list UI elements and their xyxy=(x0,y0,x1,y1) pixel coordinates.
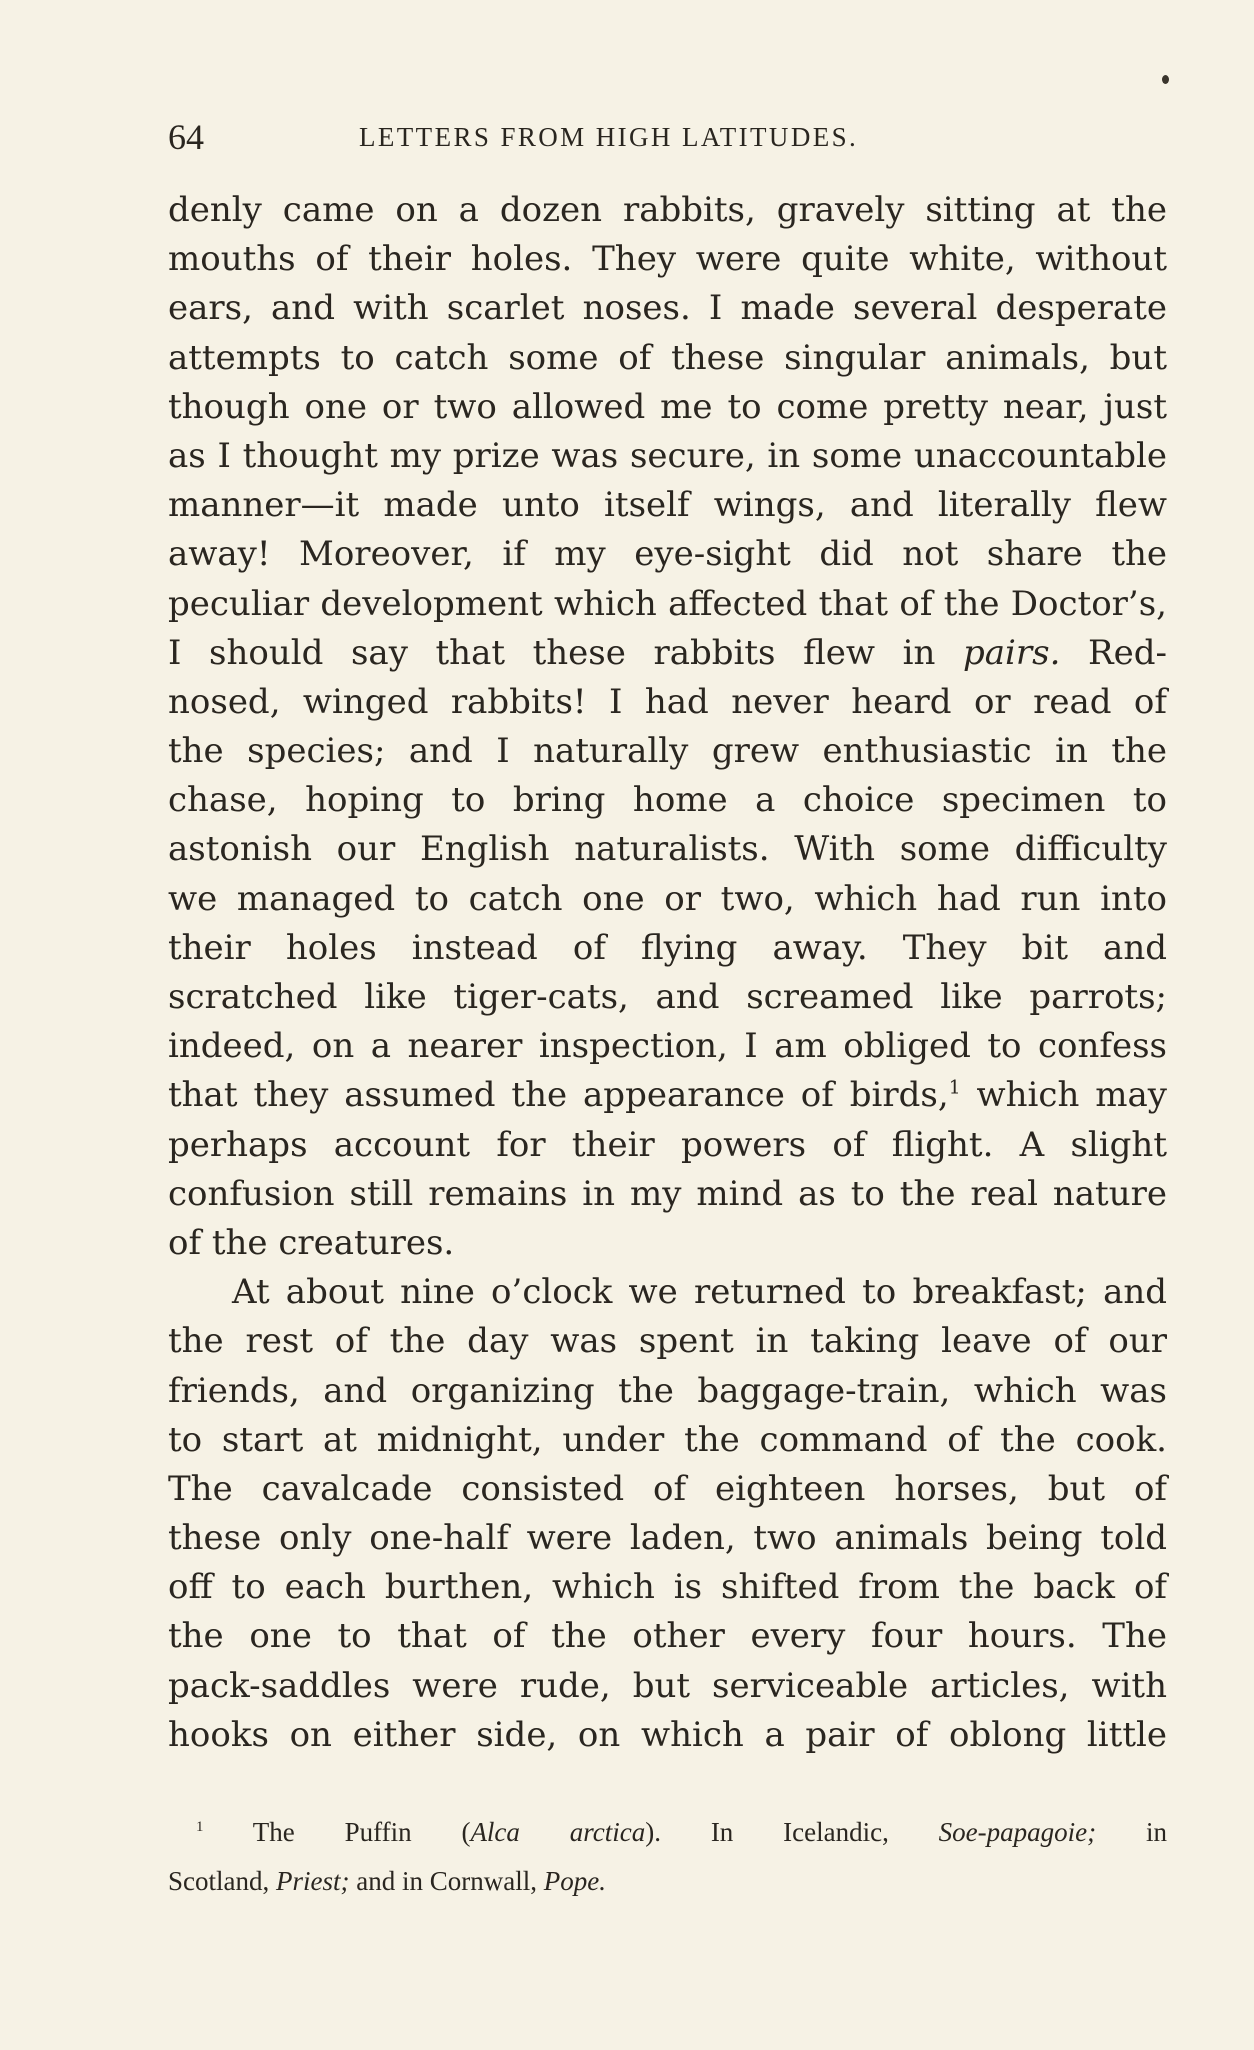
species-name: Alca arctica xyxy=(470,1817,646,1847)
text-line: mouths of their holes. They were quite white, without xyxy=(168,239,1167,280)
text-line: to start at midnight, under the command of the cook. xyxy=(168,1419,1167,1460)
text-line: chase, hoping to bring home a choice specimen to xyxy=(168,780,1167,821)
text-fragment: and in Cornwall, xyxy=(349,1866,544,1897)
text-line-paragraph-end: of the creatures. xyxy=(168,1222,455,1263)
text-fragment: ). In Icelandic, xyxy=(645,1817,939,1847)
running-title: LETTERS FROM HIGH LATITUDES. xyxy=(359,122,859,152)
text-line-paragraph-start: At about nine o’clock we returned to breakfast; and xyxy=(232,1272,1167,1313)
text-line: as I thought my prize was secure, in some unaccountable xyxy=(168,435,1167,476)
footnote-line xyxy=(168,1812,1167,1861)
text-line: ears, and with scarlet noses. I made several desperate xyxy=(168,288,1167,329)
text-line: confusion still remains in my mind as to the real nature xyxy=(168,1173,1167,1214)
page-header xyxy=(168,112,1168,162)
text-line: their holes instead of flying away. They bit and xyxy=(168,927,1167,968)
text-line: the one to that of the other every four hours. The xyxy=(168,1616,1167,1657)
text-fragment: Scotland, xyxy=(168,1866,276,1897)
text-fragment: that they assumed the appearance of birds, xyxy=(168,1075,949,1116)
text-line: pack-saddles were rude, but serviceable articles, with xyxy=(168,1665,1167,1706)
text-line: denly came on a dozen rabbits, gravely sitting at the xyxy=(168,190,1167,230)
text-line: off to each burthen, which is shifted from the back of xyxy=(168,1567,1167,1608)
text-line-birds xyxy=(168,1071,1167,1120)
text-line: the species; and I naturally grew enthusiastic in the xyxy=(168,731,1167,772)
body-text xyxy=(168,186,1167,1760)
scottish-name: Priest; xyxy=(276,1866,350,1897)
text-fragment: The Puffin ( xyxy=(203,1817,471,1847)
text-line: we managed to catch one or two, which had run into xyxy=(168,878,1167,919)
text-line: away! Moreover, if my eye-sight did not share the xyxy=(168,534,1167,575)
text-fragment: in xyxy=(1096,1817,1167,1847)
text-line: perhaps account for their powers of flight. A slight xyxy=(168,1124,1167,1165)
icelandic-name: Soe-papagoie; xyxy=(938,1817,1097,1847)
ink-speck xyxy=(1162,75,1169,84)
text-line: peculiar development which affected that of the Doctor’s, xyxy=(168,583,1167,624)
text-line: scratched like tiger-cats, and screamed like parrots; xyxy=(168,977,1167,1017)
text-line: hooks on either side, on which a pair of oblong little xyxy=(168,1714,1167,1755)
text-line: the rest of the day was spent in taking leave of our xyxy=(168,1321,1167,1362)
cornish-name: Pope. xyxy=(543,1866,606,1897)
footnote-number: 1 xyxy=(196,1819,204,1835)
text-fragment: Red- xyxy=(1060,632,1167,673)
text-line: The cavalcade consisted of eighteen horses, but of xyxy=(168,1468,1167,1509)
text-line: attempts to catch some of these singular animals, but xyxy=(168,337,1167,378)
text-line: these only one-half were laden, two animals being told xyxy=(168,1518,1167,1559)
text-line-pairs xyxy=(168,629,1167,678)
text-line: nosed, winged rabbits! I had never heard or read of xyxy=(168,681,1167,722)
italic-word-pairs: pairs. xyxy=(963,632,1061,673)
text-fragment: which may xyxy=(960,1075,1168,1116)
footnote xyxy=(168,1812,1167,1910)
footnote-line xyxy=(168,1861,1167,1910)
text-line: manner—it made unto itself wings, and literally flew xyxy=(168,485,1167,526)
text-fragment: I should say that these rabbits flew in xyxy=(168,632,936,673)
text-line: though one or two allowed me to come pretty near, just xyxy=(168,386,1167,427)
text-line: indeed, on a nearer inspection, I am obliged to confess xyxy=(168,1026,1167,1067)
text-line: friends, and organizing the baggage-train, which was xyxy=(168,1370,1167,1411)
page-number: 64 xyxy=(168,117,204,157)
footnote-reference: 1 xyxy=(948,1078,961,1100)
text-line: astonish our English naturalists. With some difficulty xyxy=(168,829,1167,870)
